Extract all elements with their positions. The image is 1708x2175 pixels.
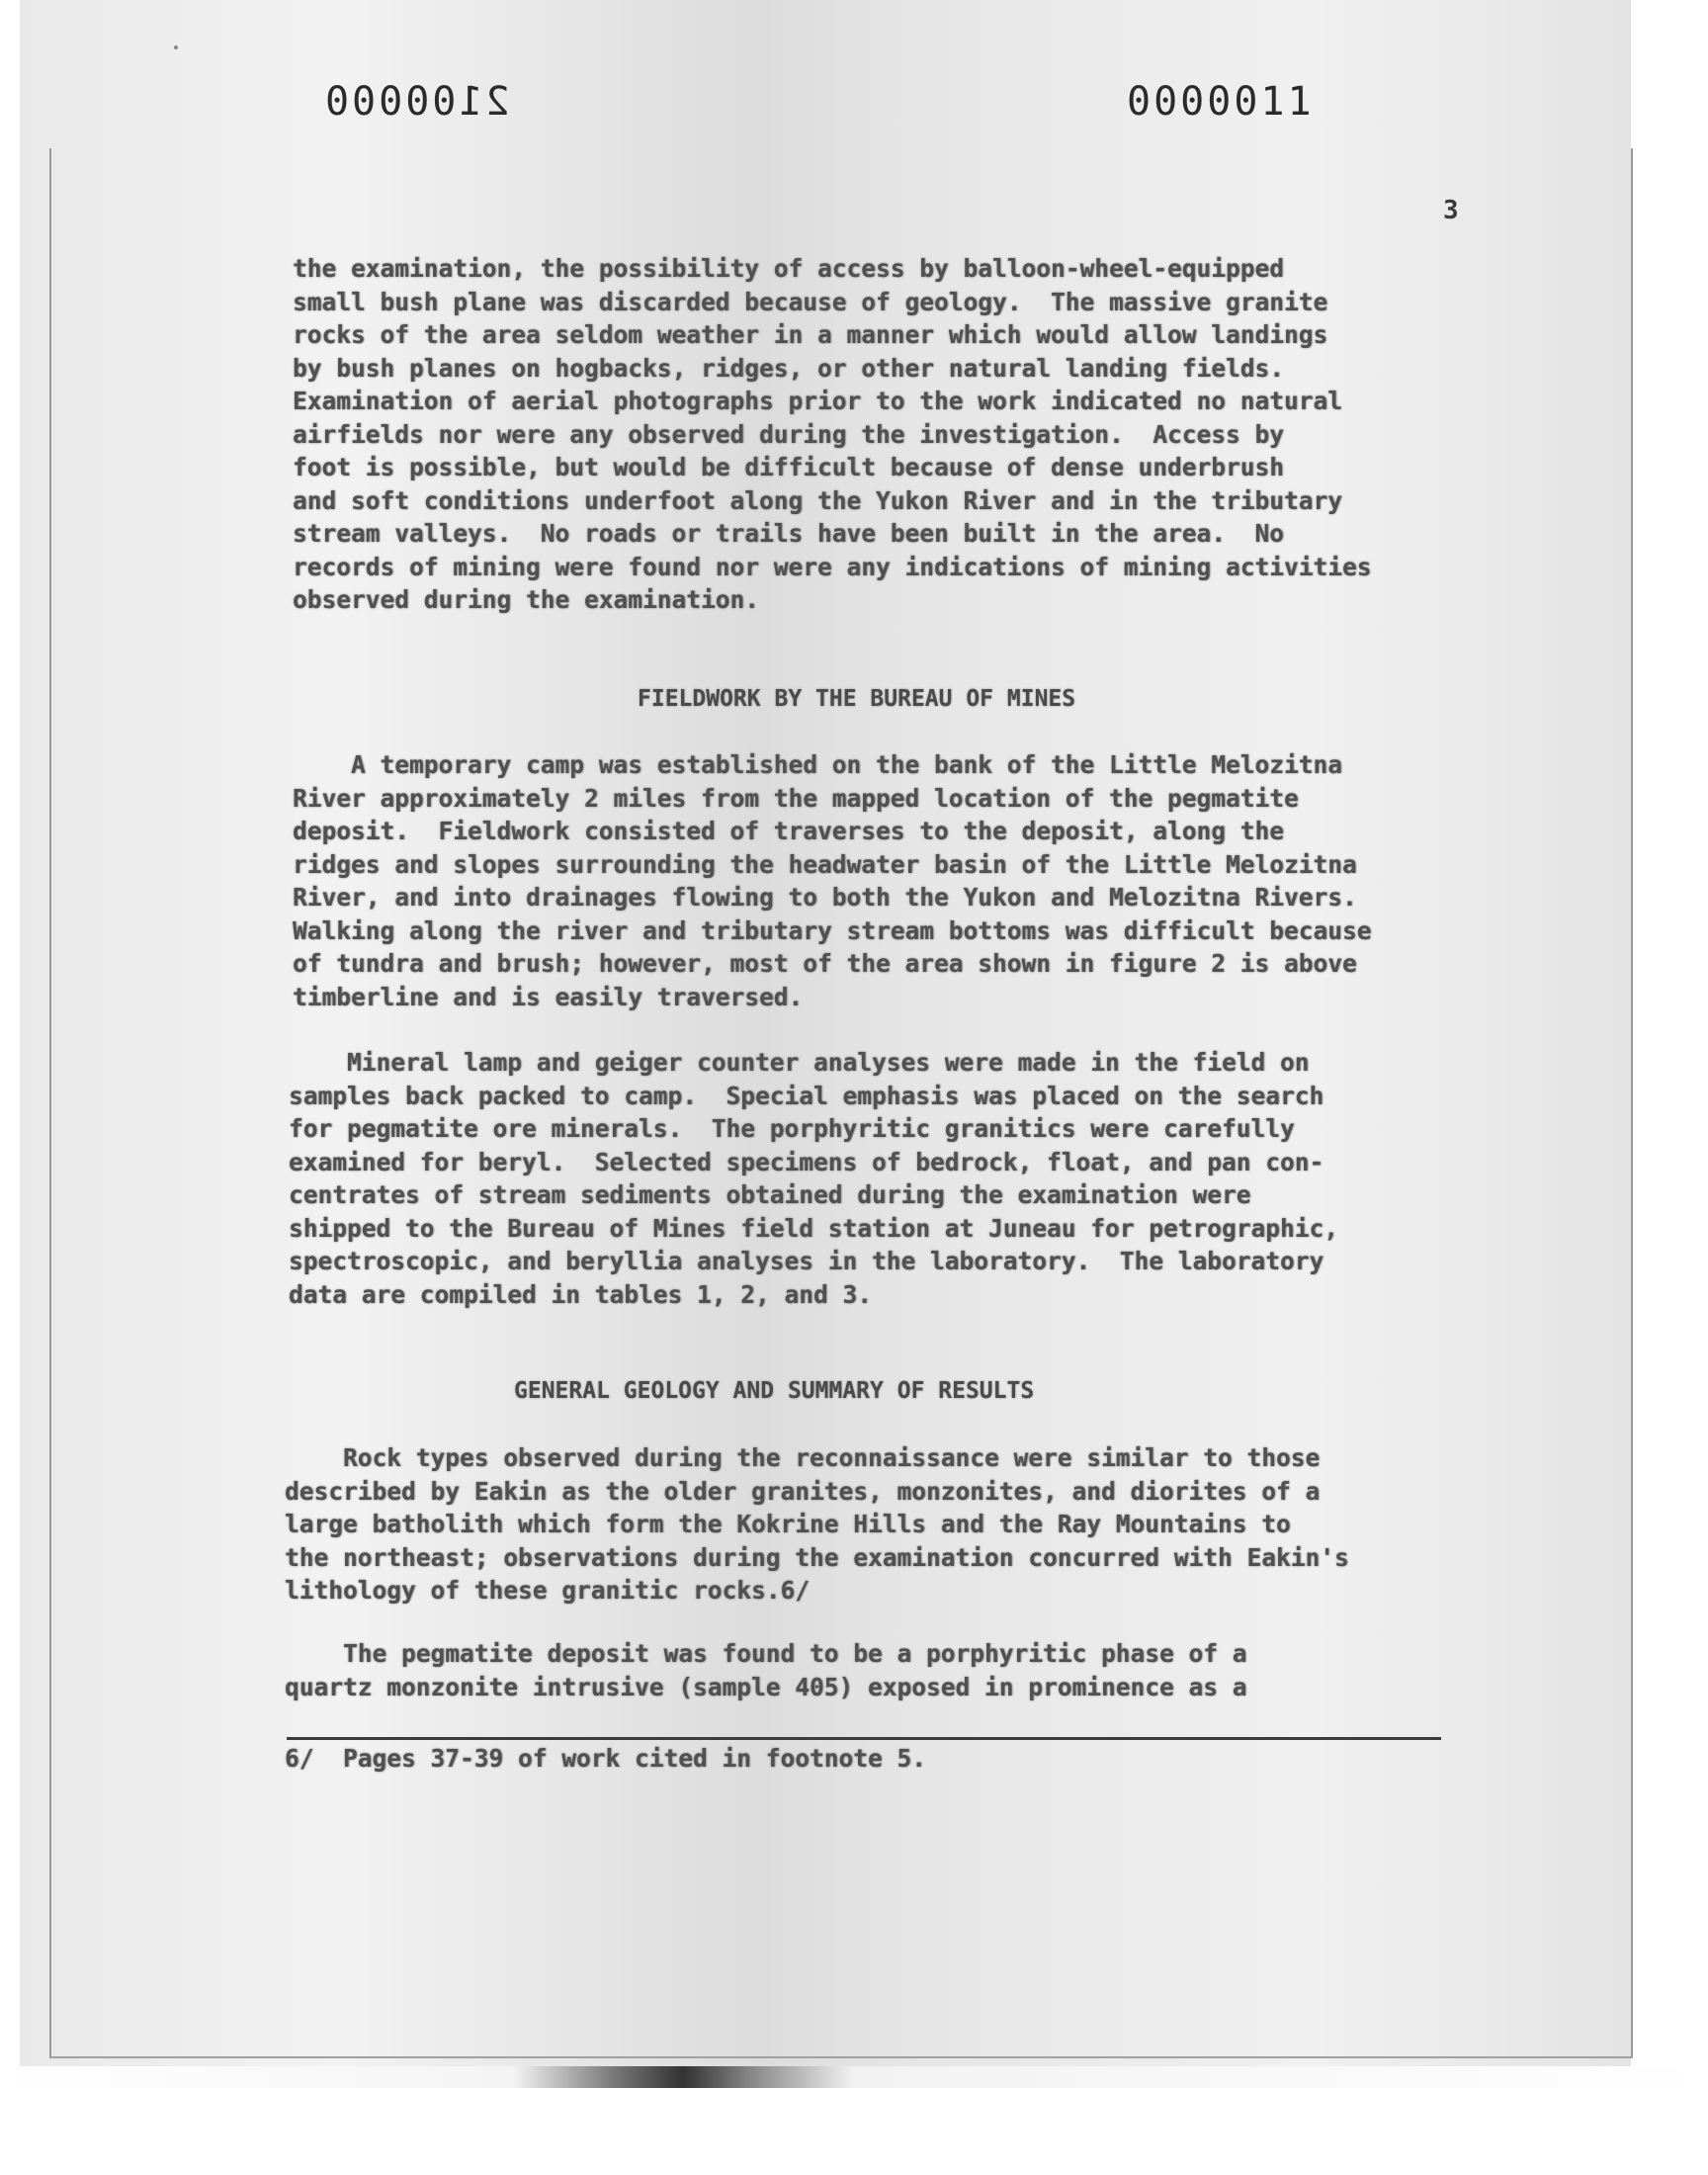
paragraph-fieldwork-camp: A temporary camp was established on the bank of the Little Melozitna River approximately 2 miles from the mapped location of the pegmatite deposit. Fieldwork consisted of traverses to the deposit, along the ridges and slopes surrounding the headwater basin of the Little Melozitna River, and into drainages flowing to both the Yukon and Melozitna Rivers. Walking along the river and tributary stream bottoms was difficult because of tundra and brush; however, most of the area shown in figure 2 is above timberline and is easily traversed.	[293, 750, 1372, 1011]
paragraph-geology-pegmatite: The pegmatite deposit was found to be a porphyritic phase of a quartz monzonite intrusive (sample 405) exposed in prominence as a	[285, 1639, 1247, 1701]
footnote: 6/ Pages 37-39 of work cited in footnote 5.	[285, 1744, 927, 1773]
scan-speck	[174, 45, 178, 49]
paragraph-fieldwork-analyses: Mineral lamp and geiger counter analyses were made in the field on samples back packed to camp. Special emphasis was placed on the search for pegmatite ore minerals. The porphyritic granitics were carefully examined for beryl. Selected specimens of bedrock, float, and pan con- centrates of stream sediments obtained during the examination were shipped to the Bureau of Mines field station at Juneau for petrographic, spectroscopic, and beryllia analyses in the laboratory. The laboratory data are compiled in tables 1, 2, and 3.	[289, 1048, 1339, 1309]
bates-stamp-left: 2100000	[322, 79, 510, 125]
paragraph-access: the examination, the possibility of access by balloon-wheel-equipped small bush plane was discarded because of geology. The massive granite rocks of the area seldom weather in a manner which would allow landings by bush planes on hogbacks, ridges, or other natural landing fields. Examination of aerial photographs prior to the work indicated no natural airfields nor were any observed during the investigation. Access by foot is possible, but would be difficult because of dense underbrush and soft conditions underfoot along the Yukon River and in the tributary stream valleys. No roads or trails have been built in the area. No records of mining were found nor were any indications of mining activities observed during the examination.	[293, 254, 1372, 614]
page-number: 3	[1443, 196, 1459, 225]
heading-fieldwork: FIELDWORK BY THE BUREAU OF MINES	[638, 686, 1076, 712]
footnote-rule	[287, 1737, 1441, 1740]
bates-stamp-right: 0000011	[1127, 79, 1315, 125]
heading-geology: GENERAL GEOLOGY AND SUMMARY OF RESULTS	[514, 1378, 1035, 1404]
scanner-edge-strip	[0, 2066, 1708, 2088]
paragraph-geology-rock-types: Rock types observed during the reconnaissance were similar to those described by Eakin as the older granites, monzonites, and diorites of a large batholith which form the Kokrine Hills and the Ray Mountains to the northeast; observations during the examination concurred with Eakin's lithology of these granitic rocks.6/	[285, 1443, 1349, 1605]
